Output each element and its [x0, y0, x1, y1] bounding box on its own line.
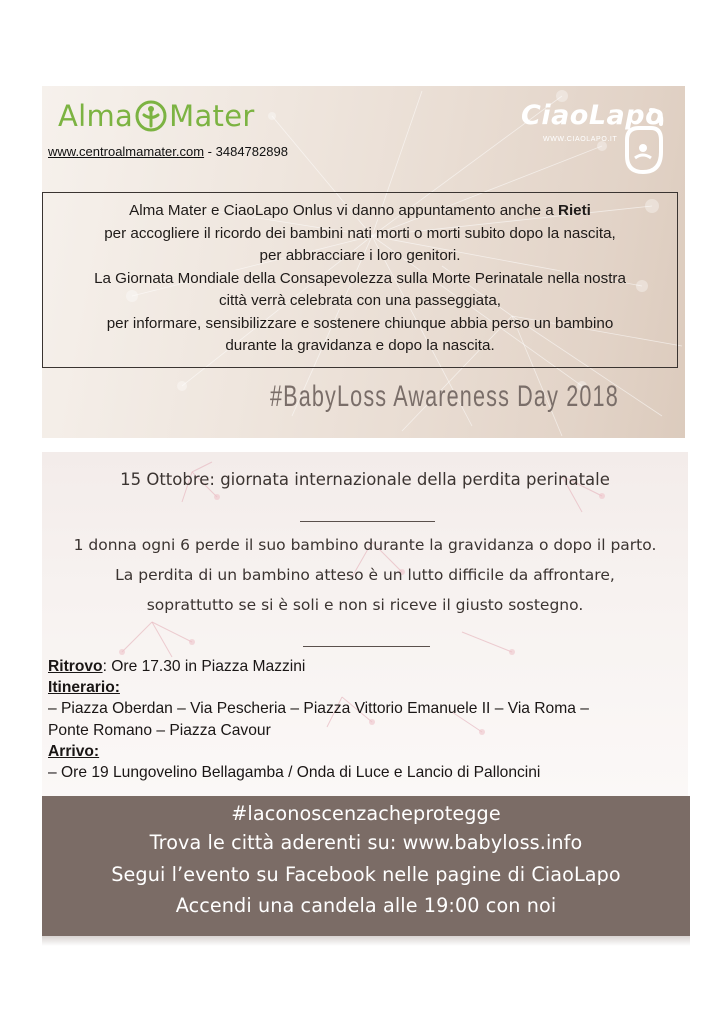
ciaolapo-wordmark: CiaoLapo [521, 100, 665, 131]
ciaolapo-url: WWW.CIAOLAPO.IT [543, 136, 618, 143]
mater-word: Mater [169, 99, 255, 133]
alma-phone: 3484782898 [215, 144, 288, 159]
babyloss-hashtag-title: #BabyLoss Awareness Day 2018 [270, 380, 619, 413]
alma-mater-symbol-icon [135, 100, 167, 132]
alma-word: Alma [58, 99, 134, 133]
intro-line-5: città verrà celebrata con una passeggiata, [219, 292, 501, 309]
intro-line-2: per accogliere il ricordo dei bambini nati morti o morti subito dopo la nascita, [104, 224, 616, 242]
route-line-2: Ponte Romano – Piazza Cavour [48, 721, 271, 739]
ciaolapo-symbol-icon [621, 106, 667, 186]
event-title: 15 Ottobre: giornata internazionale della perdita perinatale [120, 470, 610, 489]
contact-separator: - [204, 144, 216, 159]
divider-line [303, 646, 430, 647]
statistic-line-1: 1 donna ogni 6 perde il suo bambino durante la gravidanza o dopo il parto. [73, 536, 657, 554]
city-name: Rieti [557, 202, 591, 219]
footer-facebook: Segui l’evento su Facebook nelle pagine di CiaoLapo [111, 863, 621, 886]
alma-mater-logo [58, 94, 255, 138]
alma-website-link[interactable]: www.centroalmamater.com [48, 144, 205, 159]
intro-line-7: durante la gravidanza e dopo la nascita. [225, 337, 495, 354]
footer-candle: Accendi una candela alle 19:00 con noi [175, 894, 557, 917]
meeting-point-label: Ritrovo [48, 658, 103, 675]
event-details [48, 656, 688, 783]
meeting-point-text: : Ore 17.30 in Piazza Mazzini [102, 658, 306, 675]
intro-line-1: Alma Mater e CiaoLapo Onlus vi danno appuntamento anche a Rieti [129, 202, 591, 219]
route-line-1: – Piazza Oberdan – Via Pescheria – Piazza Vittorio Emanuele II – Via Roma – [48, 700, 589, 718]
footer-hashtag: #laconoscenzacheprotegge [231, 802, 501, 825]
intro-line-6: per informare, sensibilizzare e sostenere chiunque abbia perso un bambino [106, 314, 614, 332]
alma-contact-line [48, 144, 288, 159]
statistic-line-3: soprattutto se si è soli e non si riceve il giusto sostegno. [146, 596, 584, 614]
statistic-line-2: La perdita di un bambino atteso è un lutto difficile da affrontare, [115, 566, 615, 584]
intro-line-4: La Giornata Mondiale della Consapevolezza sulla Morte Perinatale nella nostra [94, 269, 626, 287]
footer-cities-link: Trova le città aderenti su: www.babyloss.info [149, 831, 583, 854]
arrival-text: – Ore 19 Lungovelino Bellagamba / Onda di Luce e Lancio di Palloncini [48, 764, 541, 782]
intro-paragraph [42, 200, 678, 358]
intro-line-3: per abbracciare i loro genitori. [259, 247, 461, 264]
arrival-label: Arrivo: [48, 742, 100, 760]
divider-line [300, 521, 435, 522]
ciaolapo-logo [521, 98, 671, 193]
meeting-point [48, 656, 688, 677]
route-label: Itinerario: [48, 679, 120, 697]
footer-shadow [42, 936, 690, 946]
